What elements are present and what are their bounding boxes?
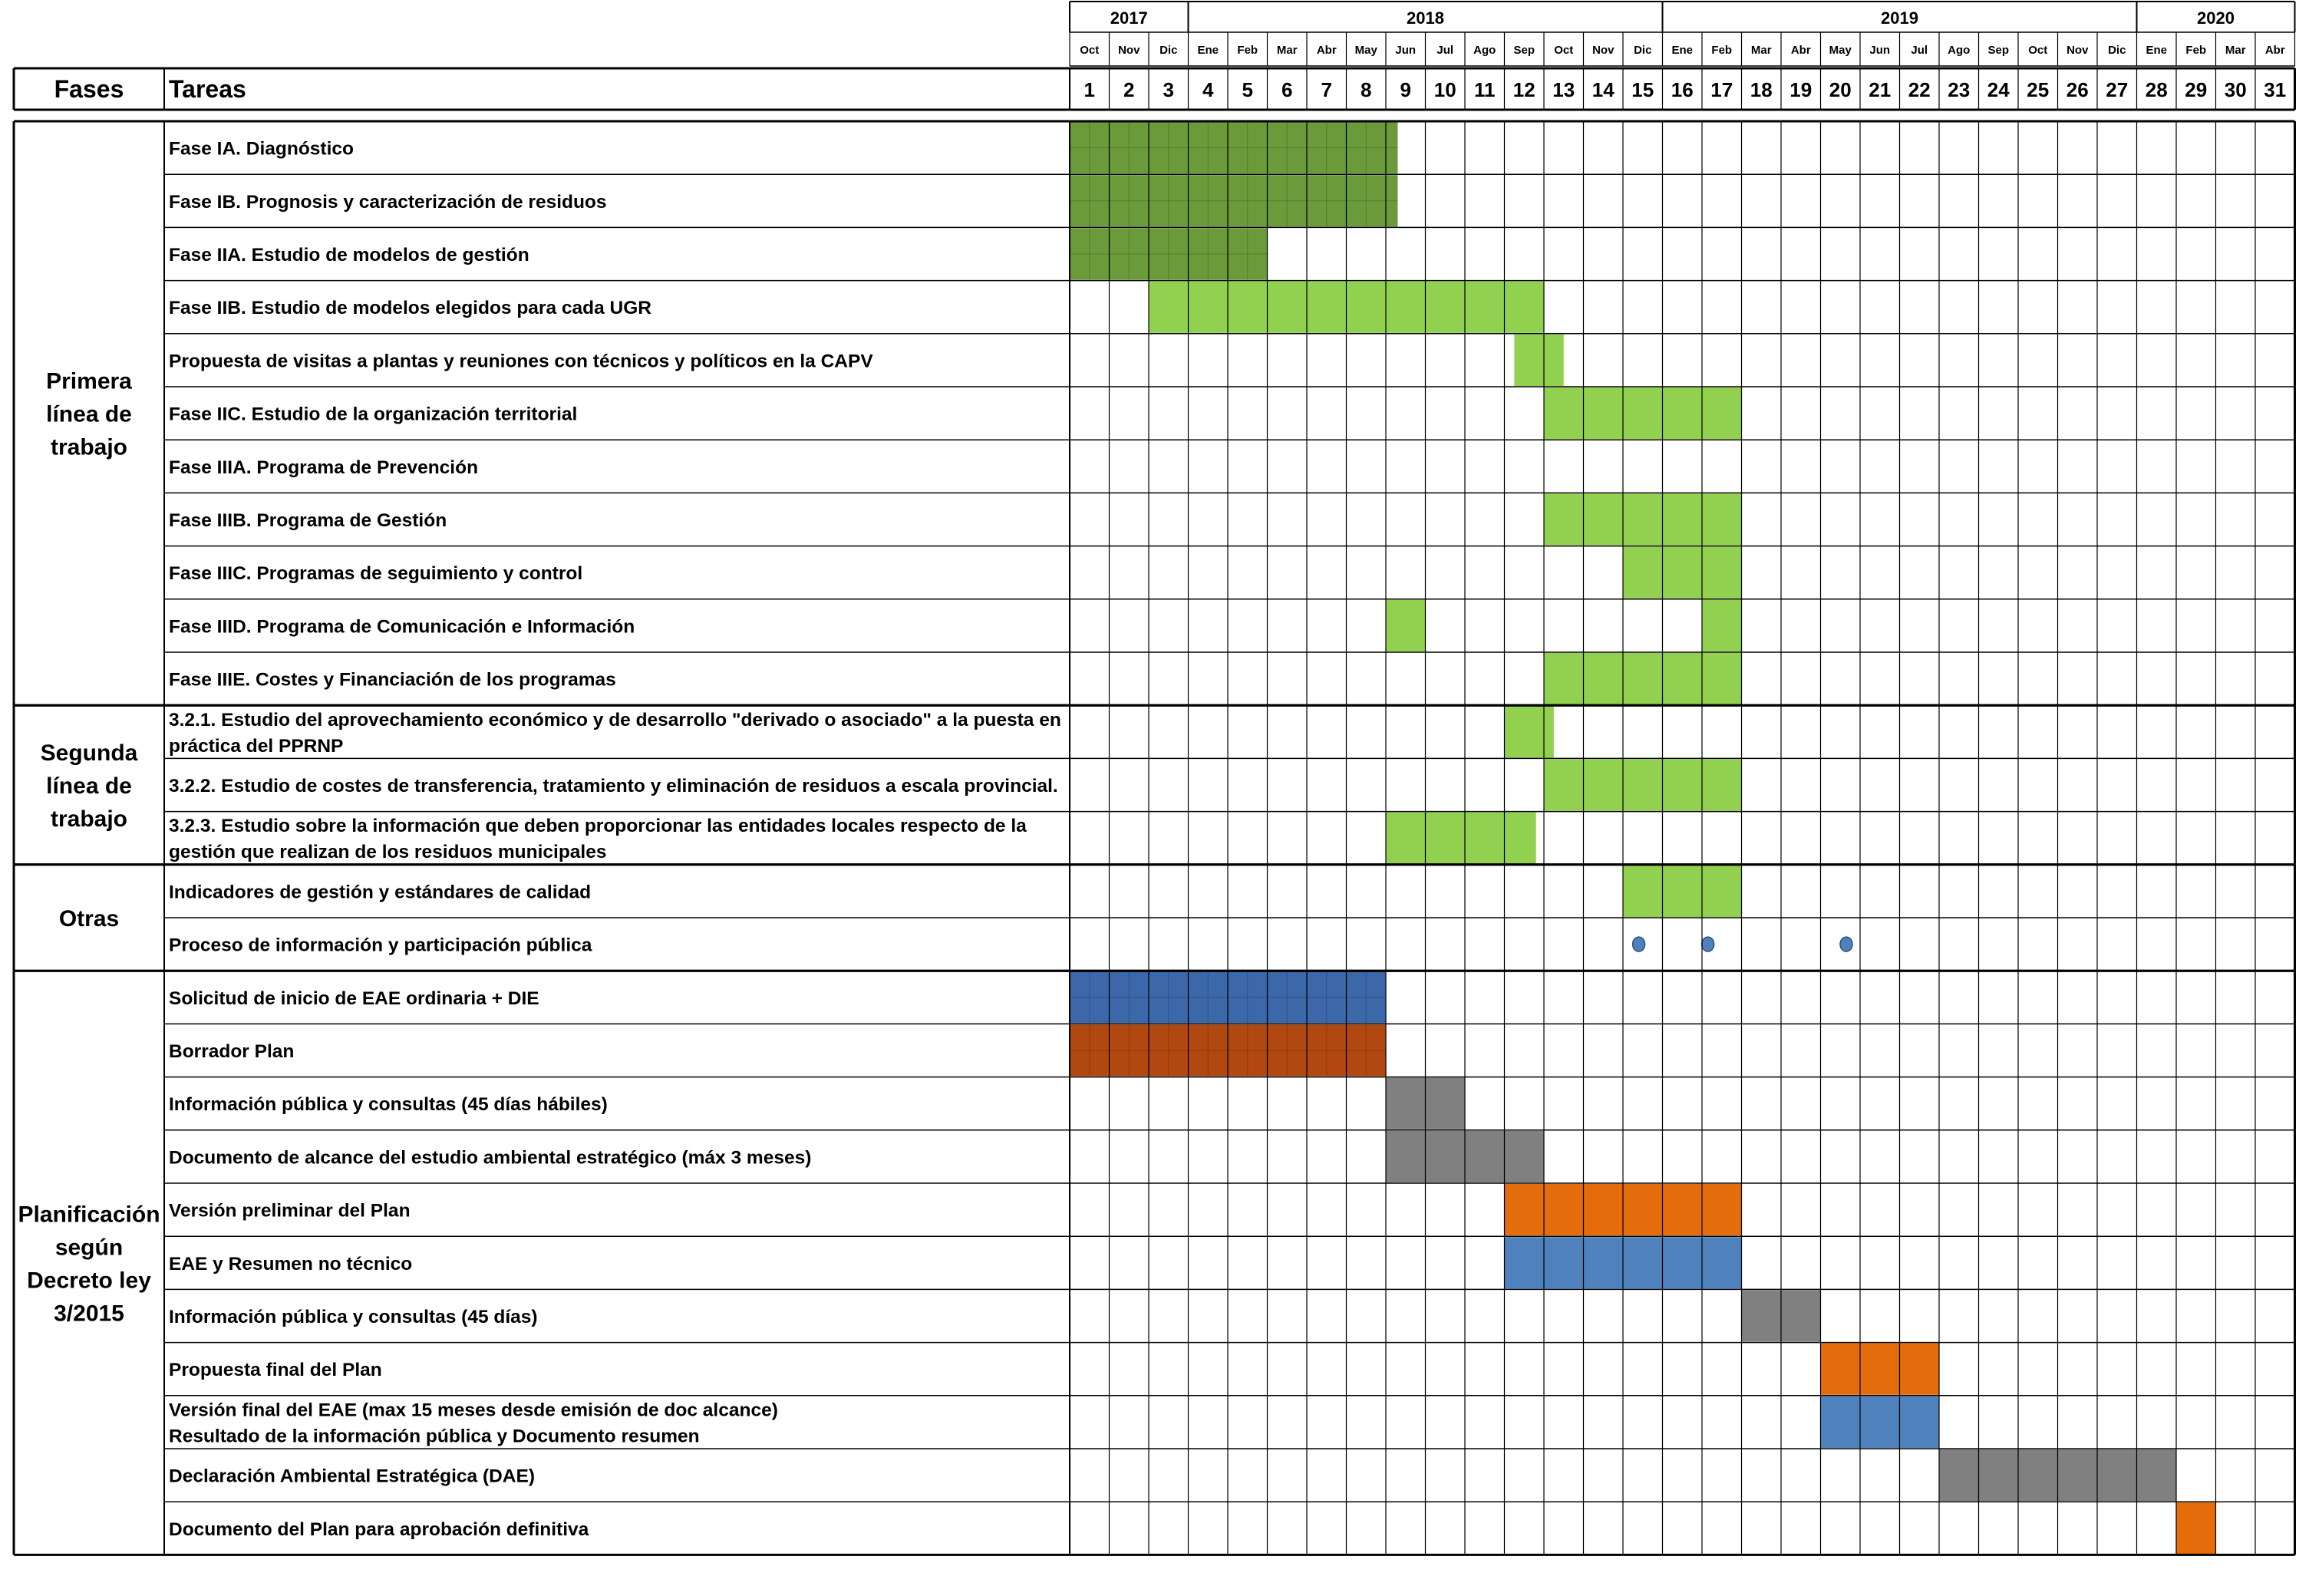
column-number: 27 [2106, 78, 2129, 101]
gantt-bar [1821, 1396, 1940, 1448]
task-label: Fase IIID. Programa de Comunicación e Información [169, 616, 635, 638]
column-number: 9 [1400, 78, 1411, 101]
task-label: Propuesta final del Plan [169, 1360, 382, 1381]
column-number: 1 [1084, 78, 1095, 101]
gantt-bar [1544, 493, 1742, 545]
milestone-dot [1702, 937, 1714, 951]
task-label: Documento del Plan para aprobación definitiva [169, 1519, 589, 1540]
month-label: Oct [1554, 44, 1574, 57]
column-number: 31 [2264, 78, 2287, 101]
gantt-bar [1544, 653, 1742, 704]
month-label: Dic [1634, 44, 1652, 57]
month-label: May [1829, 44, 1852, 57]
phase-label: 3/2015 [54, 1301, 124, 1327]
month-label: Feb [2185, 44, 2207, 57]
year-label: 2017 [1110, 8, 1148, 28]
column-number: 19 [1789, 78, 1812, 101]
task-label: Declaración Ambiental Estratégica (DAE) [169, 1466, 535, 1487]
phase-label: Primera [46, 368, 132, 394]
gantt-bar [2176, 1502, 2216, 1554]
task-label: Fase IIIE. Costes y Financiación de los programas [169, 669, 616, 691]
task-label: Fase IIA. Estudio de modelos de gestión [169, 245, 529, 265]
phase-label: Decreto ley [27, 1268, 151, 1294]
gantt-bar [1505, 706, 1554, 757]
column-number: 6 [1281, 78, 1293, 101]
task-label: Fase IA. Diagnóstico [169, 138, 354, 160]
column-number: 24 [1987, 78, 2010, 101]
column-number: 20 [1829, 78, 1852, 101]
month-label: May [1354, 44, 1377, 57]
column-number: 16 [1671, 78, 1694, 101]
task-label: Indicadores de gestión y estándares de calidad [169, 882, 592, 903]
task-label: gestión que realizan de los residuos municipales [169, 842, 607, 863]
gantt-bar [1544, 387, 1742, 439]
task-label: Propuesta de visitas a plantas y reuniones con técnicos y políticos en la CAPV [169, 351, 873, 372]
phase-label: trabajo [50, 434, 128, 460]
task-label: 3.2.1. Estudio del aprovechamiento económico y de desarrollo "derivado o asociado" a la puesta en [169, 709, 1061, 730]
month-label: Feb [1237, 44, 1258, 57]
gantt-bar [1623, 547, 1742, 598]
gantt-bar [1623, 866, 1742, 917]
gantt-bar [1821, 1344, 1940, 1395]
month-label: Dic [2108, 44, 2126, 57]
gantt-bar [1544, 759, 1742, 810]
phase-label: línea de [46, 401, 132, 427]
column-number: 2 [1123, 78, 1135, 101]
column-number: 14 [1591, 78, 1615, 101]
column-number: 30 [2224, 78, 2247, 101]
task-label: práctica del PPRNP [169, 735, 344, 757]
column-number: 8 [1361, 78, 1372, 101]
phase-label: Planificación [18, 1202, 160, 1228]
column-number: 23 [1948, 78, 1971, 101]
task-label: Resultado de la información pública y Documento resumen [169, 1426, 700, 1447]
column-number: 18 [1750, 78, 1773, 101]
phase-label: según [54, 1235, 124, 1261]
month-label: Abr [1316, 44, 1337, 57]
column-number: 5 [1242, 78, 1253, 101]
task-label: Versión final del EAE (max 15 meses desde emisión de doc alcance) [169, 1400, 778, 1421]
month-label: Jul [1436, 44, 1454, 57]
column-number: 22 [1908, 78, 1931, 101]
tareas-header: Tareas [169, 75, 246, 103]
phase-label: Segunda [40, 740, 138, 766]
month-label: Jun [1395, 44, 1417, 57]
gantt-bar [1514, 335, 1563, 386]
task-label: 3.2.2. Estudio de costes de transferencia, tratamiento y eliminación de residuos a escala provincial. [169, 776, 1058, 796]
column-number: 28 [2145, 78, 2168, 101]
gantt-bar [1702, 600, 1742, 651]
task-label: Fase IIIC. Programas de seguimiento y control [169, 563, 583, 585]
phase-label: Otras [58, 906, 120, 932]
phase-label: línea de [46, 773, 132, 799]
column-number: 12 [1512, 78, 1535, 101]
milestone-dot [1633, 937, 1645, 951]
month-label: Feb [1711, 44, 1733, 57]
year-label: 2020 [2197, 8, 2235, 28]
column-number: 11 [1474, 78, 1496, 101]
month-label: Abr [1790, 44, 1811, 57]
month-label: Ago [1948, 44, 1971, 57]
task-label: EAE y Resumen no técnico [169, 1253, 413, 1274]
task-label: Fase IIB. Estudio de modelos elegidos para cada UGR [169, 298, 651, 319]
month-label: Abr [2264, 44, 2285, 57]
column-number: 29 [2185, 78, 2208, 101]
column-number: 17 [1710, 78, 1733, 101]
month-label: Ago [1473, 44, 1496, 57]
column-number: 7 [1321, 78, 1332, 101]
month-label: Ene [2146, 44, 2168, 57]
month-label: Mar [1276, 44, 1298, 57]
task-label: Fase IIIB. Programa de Gestión [169, 510, 447, 531]
bars-layer [1070, 122, 2216, 1554]
column-number: 3 [1163, 78, 1174, 101]
year-label: 2019 [1881, 8, 1918, 28]
column-number: 13 [1552, 78, 1575, 101]
task-label: Borrador Plan [169, 1041, 295, 1062]
month-label: Nov [1592, 44, 1615, 57]
month-label: Dic [1159, 44, 1178, 57]
task-label: Fase IIC. Estudio de la organización territorial [169, 404, 578, 425]
task-label: Proceso de información y participación pública [169, 935, 592, 956]
year-label: 2018 [1407, 8, 1444, 28]
task-label: Información pública y consultas (45 días hábiles) [169, 1094, 608, 1116]
task-label: Versión preliminar del Plan [169, 1200, 411, 1222]
month-label: Mar [2225, 44, 2246, 57]
column-number: 25 [2027, 78, 2050, 101]
milestone-dot [1840, 937, 1852, 951]
task-label: Documento de alcance del estudio ambiental estratégico (máx 3 meses) [169, 1147, 812, 1169]
task-label: Solicitud de inicio de EAE ordinaria + DIE [169, 988, 539, 1009]
column-number: 26 [2066, 78, 2089, 101]
gantt-bar [1386, 813, 1536, 864]
task-label: 3.2.3. Estudio sobre la información que deben proporcionar las entidades locales respecto de la [169, 816, 1027, 837]
month-label: Ene [1197, 44, 1219, 57]
month-label: Oct [2028, 44, 2048, 57]
month-label: Sep [1513, 44, 1535, 57]
month-label: Oct [1080, 44, 1100, 57]
gantt-bar [1386, 600, 1426, 651]
task-label: Fase IB. Prognosis y caracterización de residuos [169, 191, 607, 213]
phase-label: trabajo [50, 806, 128, 832]
column-number: 21 [1869, 78, 1892, 101]
month-label: Jul [1911, 44, 1928, 57]
month-label: Sep [1987, 44, 2010, 57]
month-label: Nov [2066, 44, 2089, 57]
column-number: 10 [1433, 78, 1456, 101]
task-label: Información pública y consultas (45 días) [169, 1307, 538, 1327]
month-label: Nov [1118, 44, 1140, 57]
month-label: Mar [1750, 44, 1772, 57]
month-label: Jun [1869, 44, 1891, 57]
month-label: Ene [1671, 44, 1694, 57]
fases-header: Fases [54, 75, 124, 103]
column-number: 15 [1631, 78, 1654, 101]
column-number: 4 [1202, 78, 1214, 101]
task-label: Fase IIIA. Programa de Prevención [169, 457, 479, 478]
